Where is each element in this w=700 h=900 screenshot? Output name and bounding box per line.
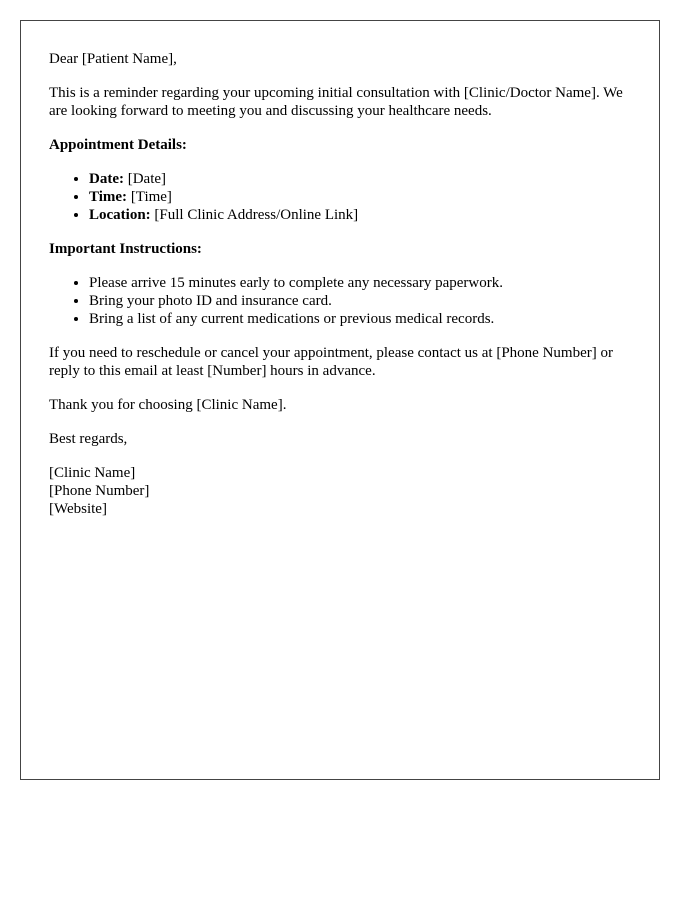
- time-value: [Time]: [127, 189, 172, 205]
- letter-body: [20, 20, 660, 780]
- important-instructions-heading: Important Instructions:: [49, 241, 202, 257]
- location-label: Location:: [89, 207, 151, 223]
- greeting: Dear [Patient Name],: [49, 51, 177, 67]
- date-value: [Date]: [123, 171, 167, 187]
- instructions-list: [49, 274, 631, 328]
- instruction-item: • Bring a list of any current medications or previous medical records.: [89, 310, 631, 328]
- appointment-date-item: [89, 170, 631, 188]
- signature-block: [49, 464, 631, 518]
- appointment-details-heading: Appointment Details:: [49, 137, 187, 153]
- reschedule-paragraph: If you need to reschedule or cancel your appointment, please contact us at [Phone Number] or reply to this email at least [Number] hours in advance.: [49, 345, 613, 379]
- instruction-item: • Bring your photo ID and insurance card.: [89, 292, 631, 310]
- location-value: [Full Clinic Address/Online Link]: [150, 207, 359, 223]
- signature-website: [Website]: [49, 501, 107, 517]
- closing: Best regards,: [49, 431, 128, 447]
- appointment-location-item: [89, 206, 631, 224]
- appointment-time-item: [89, 188, 631, 206]
- time-label: Time:: [89, 189, 128, 205]
- thanks-paragraph: Thank you for choosing [Clinic Name].: [49, 397, 287, 413]
- date-label: Date:: [89, 171, 124, 187]
- appointment-details-list: [49, 170, 631, 224]
- signature-phone: [Phone Number]: [49, 483, 150, 499]
- instruction-item: • Please arrive 15 minutes early to complete any necessary paperwork.: [89, 274, 631, 292]
- intro-paragraph: This is a reminder regarding your upcoming initial consultation with [Clinic/Doctor Name]. We are looking forward to meeting you and discussing your healthcare needs.: [49, 85, 623, 119]
- signature-clinic-name: [Clinic Name]: [49, 465, 136, 481]
